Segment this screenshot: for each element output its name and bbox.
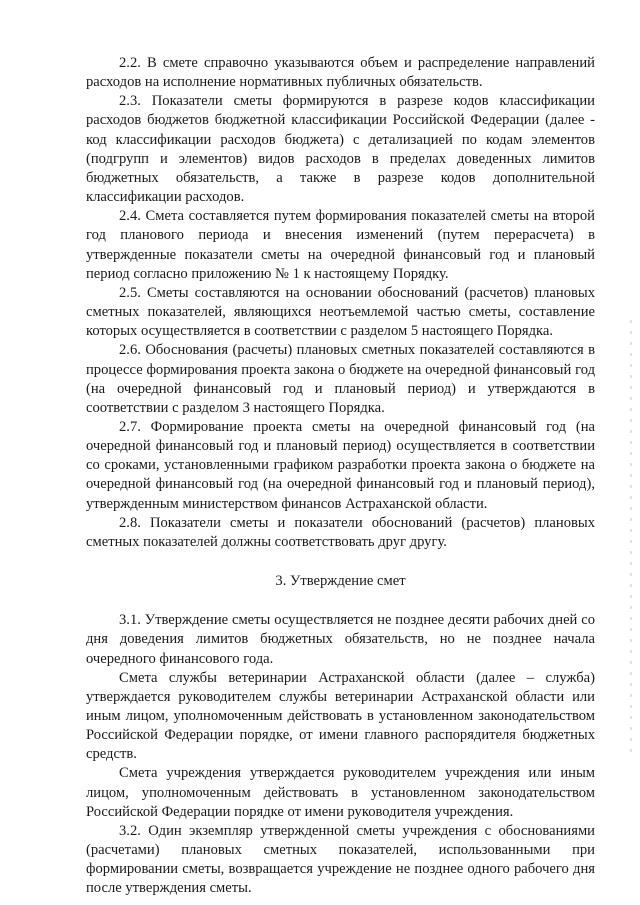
document-page xyxy=(86,54,595,899)
paragraph-service-estimate: Смета службы ветеринарии Астраханской области (далее – служба) утверждается руководителем службы ветеринарии Астраханской области или иным лицом, уполномоченным действовать в установленном законодательством Российской Федерации порядке, от имени главного распорядителя бюджетных средств. xyxy=(86,669,595,763)
section-heading: 3. Утверждение смет xyxy=(275,573,406,590)
paragraph-2-4: 2.4. Смета составляется путем формирования показателей сметы на второй год планового периода и внесения изменений (путем перерасчета) в утвержденные показатели сметы на очередной финансовый год и плановый период согласно приложению № 1 к настоящему Порядку. xyxy=(86,208,595,282)
paragraph-2-6: 2.6. Обоснования (расчеты) плановых сметных показателей составляются в процессе формирования проекта закона о бюджете на очередной финансовый год (на очередной финансовый год и плановый период) и утверждаются в соответствии с разделом 3 настоящего Порядка. xyxy=(86,342,595,416)
scan-margin-mark xyxy=(630,320,632,760)
paragraph-3-1: 3.1. Утверждение сметы осуществляется не позднее десяти рабочих дней со дня доведения лимитов бюджетных обязательств, но не позднее начала очередного финансового года. xyxy=(86,612,595,667)
paragraph-2-8: 2.8. Показатели сметы и показатели обоснований (расчетов) плановых сметных показателей должны соответствовать друг другу. xyxy=(86,514,595,550)
paragraph-institution-estimate: Смета учреждения утверждается руководителем учреждения или иным лицом, уполномоченным действовать в установленном законодательством Российской Федерации порядке от имени руководителя учреждения. xyxy=(86,765,595,820)
paragraph-2-3: 2.3. Показатели сметы формируются в разрезе кодов классификации расходов бюджетов бюджетной классификации Российской Федерации (далее - код классификации расходов бюджета) с детализацией по кодам элементов (подгрупп и элементов) видов расходов в пределах доведенных лимитов бюджетных обязательств, а также в разрезе кодов дополнительной классификации расходов. xyxy=(86,93,595,206)
paragraph-2-7: 2.7. Формирование проекта сметы на очередной финансовый год (на очередной финансовый год и плановый период) осуществляется в соответствии со сроками, установленными графиком разработки проекта закона о бюджете на очередной финансовый год (на очередной финансовый год и плановый период), утвержденным министерством финансов Астраханской области. xyxy=(86,418,595,512)
paragraph-2-2: 2.2. В смете справочно указываются объем и распределение направлений расходов на исполнение нормативных публичных обязательств. xyxy=(86,55,595,91)
paragraph-2-5: 2.5. Сметы составляются на основании обоснований (расчетов) плановых сметных показателей, являющихся неотъемлемой частью сметы, составление которых осуществляется в соответствии с разделом 5 настоящего Порядка. xyxy=(86,284,595,340)
paragraph-3-2: 3.2. Один экземпляр утвержденной сметы учреждения с обоснованиями (расчетами) плановых сметных показателей, использованными при формировании сметы, возвращается учреждение не позднее одного рабочего дня после утверждения сметы. xyxy=(86,822,595,897)
